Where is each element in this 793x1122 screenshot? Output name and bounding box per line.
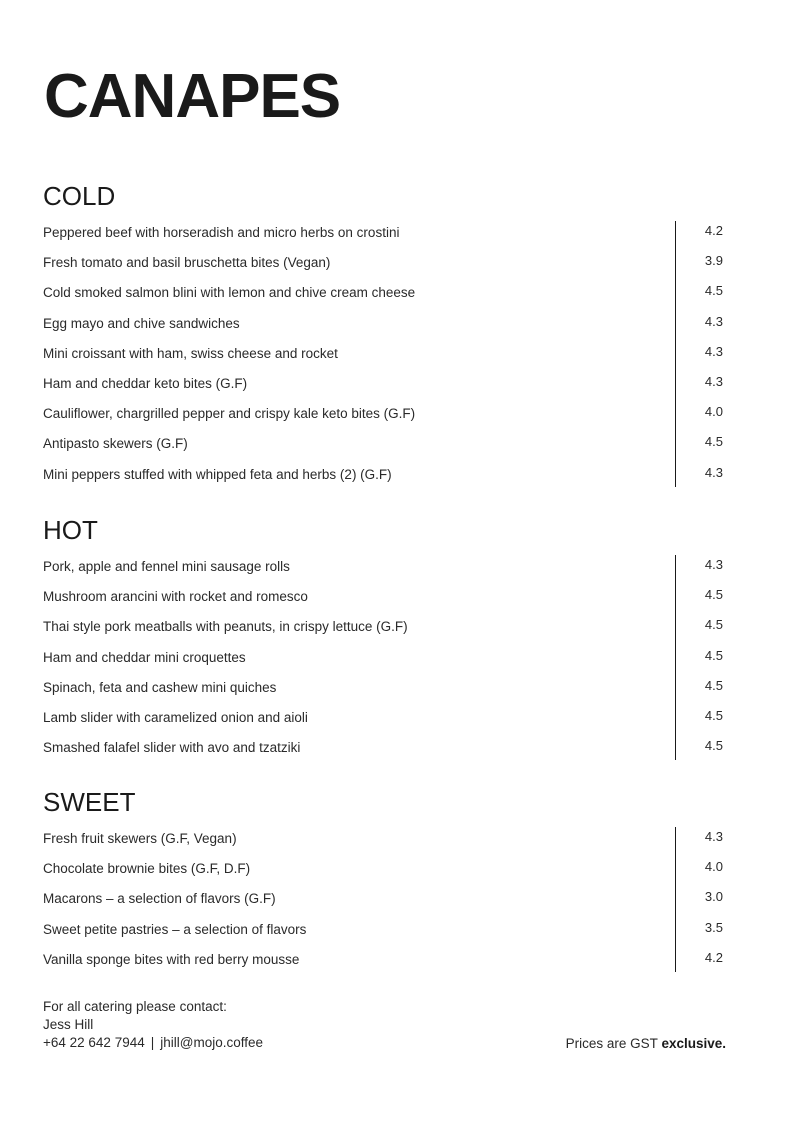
item-name: Macarons – a selection of flavors (G.F)	[43, 891, 276, 907]
item-price: 3.5	[704, 919, 723, 935]
item-name: Fresh fruit skewers (G.F, Vegan)	[43, 831, 237, 846]
item-price: 4.0	[704, 859, 723, 875]
menu-list	[43, 831, 726, 982]
menu-item	[43, 464, 726, 497]
menu-item	[43, 861, 726, 891]
item-name: Mushroom arancini with rocket and romesco	[43, 589, 308, 605]
gst-note	[566, 1035, 726, 1053]
item-price: 4.2	[704, 949, 723, 965]
item-name: Thai style pork meatballs with peanuts, in crispy lettuce (G.F)	[43, 619, 408, 635]
item-name: Lamb slider with caramelized onion and aioli	[43, 709, 308, 725]
menu-item	[43, 831, 726, 861]
item-price: 4.3	[704, 343, 723, 359]
gst-note-prefix: Prices are GST	[565, 1036, 658, 1051]
gst-note-emphasis: exclusive.	[661, 1036, 726, 1051]
menu-list	[43, 225, 726, 497]
item-price: 4.5	[704, 707, 723, 723]
item-name: Mini croissant with ham, swiss cheese and rocket	[43, 345, 338, 361]
item-price: 4.3	[704, 557, 723, 572]
menu-item	[43, 255, 726, 285]
item-name: Pork, apple and fennel mini sausage rolls	[43, 559, 290, 574]
menu-list	[43, 559, 726, 770]
item-price: 4.3	[704, 464, 723, 480]
menu-item	[43, 740, 726, 770]
item-price: 4.3	[704, 829, 723, 844]
item-price: 4.5	[704, 738, 723, 754]
menu-item	[43, 343, 726, 376]
item-price: 4.3	[704, 373, 723, 389]
item-name: Fresh tomato and basil bruschetta bites (Vegan)	[43, 255, 331, 271]
contact-email[interactable]: jhill@mojo.coffee	[160, 1035, 264, 1050]
page-title: CANAPES	[44, 62, 341, 131]
section-sweet	[43, 789, 726, 982]
menu-item	[43, 225, 726, 255]
menu-item	[43, 707, 726, 740]
section-hot	[43, 517, 726, 770]
contact-phone[interactable]: +64 22 642 7944	[43, 1035, 145, 1050]
item-name: Sweet petite pastries – a selection of flavors	[43, 921, 307, 937]
menu-item	[43, 373, 726, 406]
menu-item	[43, 919, 726, 952]
item-name: Vanilla sponge bites with red berry mousse	[43, 951, 300, 967]
menu-item	[43, 406, 726, 436]
menu-item	[43, 313, 726, 346]
item-price: 3.9	[704, 253, 723, 269]
item-name: Egg mayo and chive sandwiches	[43, 315, 240, 331]
item-price: 4.5	[704, 647, 723, 663]
item-name: Smashed falafel slider with avo and tzatziki	[43, 740, 301, 756]
item-name: Ham and cheddar mini croquettes	[43, 649, 246, 665]
item-name: Ham and cheddar keto bites (G.F)	[43, 375, 248, 391]
menu-item	[43, 589, 726, 619]
item-price: 3.0	[704, 889, 723, 905]
section-heading: COLD	[43, 181, 116, 211]
contact-intro: For all catering please contact:	[43, 999, 227, 1014]
item-name: Peppered beef with horseradish and micro herbs on crostini	[43, 225, 400, 240]
item-name: Chocolate brownie bites (G.F, D.F)	[43, 861, 251, 877]
section-heading: HOT	[43, 515, 98, 545]
item-name: Mini peppers stuffed with whipped feta and herbs (2) (G.F)	[43, 466, 392, 482]
item-price: 4.0	[704, 404, 723, 420]
contact-name: Jess Hill	[43, 1017, 94, 1032]
contact-details	[43, 1034, 263, 1052]
item-name: Antipasto skewers (G.F)	[43, 436, 188, 452]
item-price: 4.3	[704, 313, 723, 329]
contact-separator: |	[150, 1035, 155, 1050]
menu-item	[43, 949, 726, 982]
menu-item	[43, 619, 726, 649]
item-price: 4.2	[704, 223, 723, 238]
item-price: 4.5	[704, 617, 723, 633]
menu-item	[43, 285, 726, 315]
menu-item	[43, 436, 726, 466]
menu-item	[43, 647, 726, 680]
item-name: Spinach, feta and cashew mini quiches	[43, 679, 277, 695]
section-heading: SWEET	[43, 787, 136, 817]
menu-item	[43, 677, 726, 710]
menu-item	[43, 891, 726, 921]
item-price: 4.5	[704, 677, 723, 693]
contact-block	[43, 998, 263, 1052]
menu-item	[43, 559, 726, 589]
item-price: 4.5	[704, 587, 723, 603]
item-name: Cold smoked salmon blini with lemon and chive cream cheese	[43, 285, 416, 301]
section-cold	[43, 183, 726, 497]
item-name: Cauliflower, chargrilled pepper and crispy kale keto bites (G.F)	[43, 406, 416, 422]
item-price: 4.5	[704, 283, 723, 299]
item-price: 4.5	[704, 434, 723, 450]
